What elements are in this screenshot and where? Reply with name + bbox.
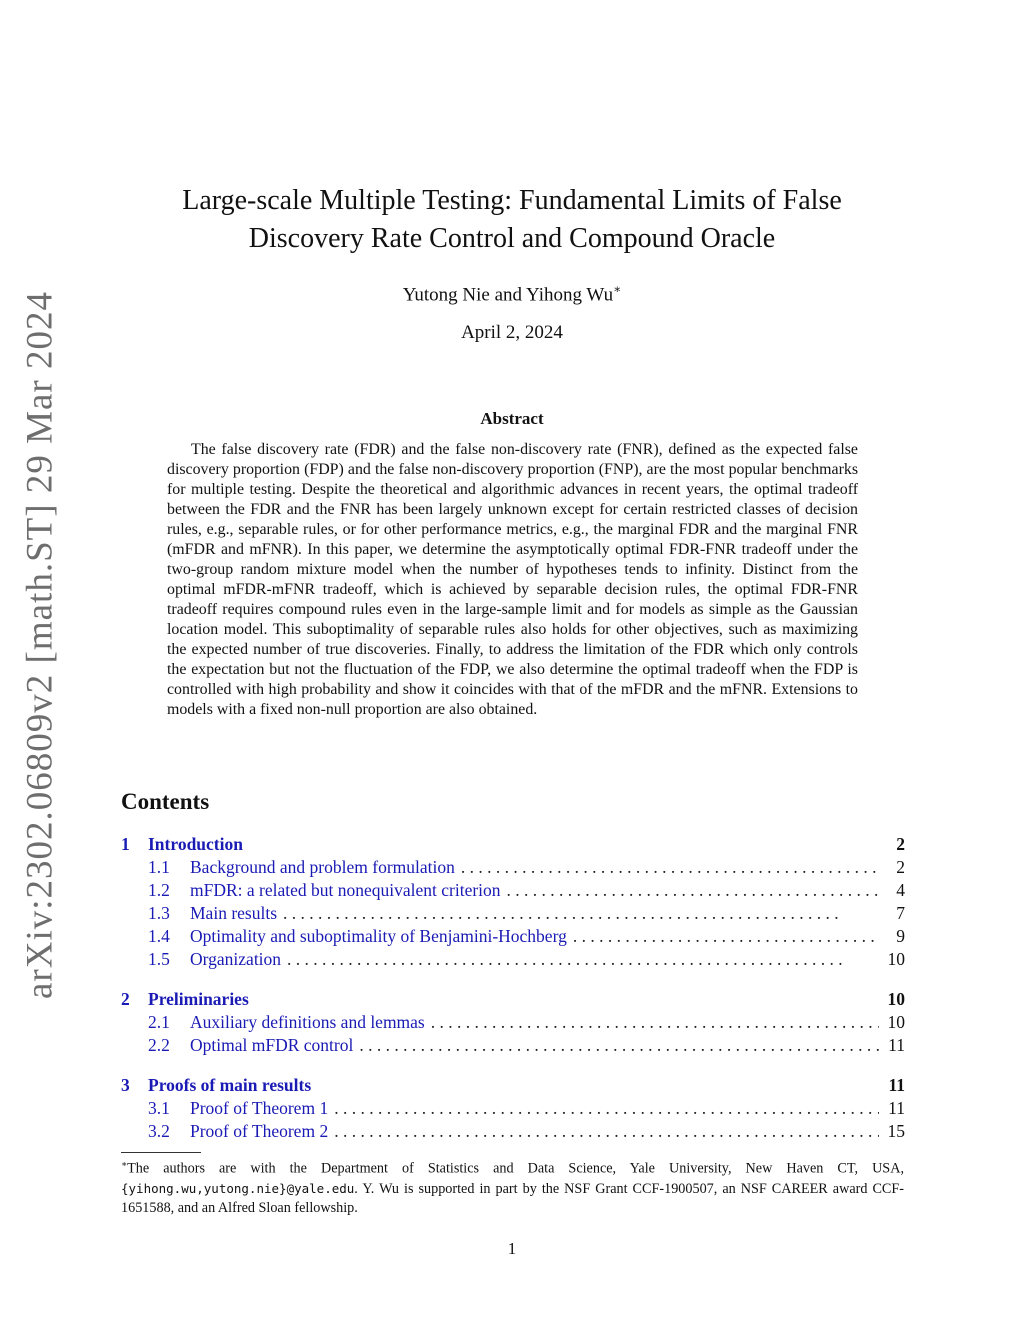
toc-subsection-entry[interactable] — [121, 949, 905, 972]
toc-subsection-title[interactable]: mFDR: a related but nonequivalent criterion — [190, 880, 501, 900]
toc-section-title[interactable]: Introduction — [148, 834, 243, 854]
toc-subsection-number[interactable]: 1.2 — [148, 880, 170, 900]
toc-dot-leader — [328, 1121, 879, 1142]
toc-subsection-number[interactable]: 3.1 — [148, 1098, 170, 1118]
toc-dot-leader — [501, 880, 879, 901]
abstract-heading: Abstract — [480, 409, 544, 428]
paper-title-line-1: Large-scale Multiple Testing: Fundamental Limits of False — [182, 185, 842, 216]
toc-section-entry[interactable] — [121, 989, 905, 1012]
toc-subsection-entry[interactable] — [121, 926, 905, 949]
footnote-mark: ∗ — [121, 1159, 128, 1169]
toc-page-number: 10 — [887, 949, 905, 969]
toc-subsection-entry[interactable] — [121, 1121, 905, 1144]
toc-dot-leader — [425, 1012, 879, 1033]
toc-subsection-title[interactable]: Proof of Theorem 1 — [190, 1098, 329, 1118]
toc-subsection-title[interactable]: Organization — [190, 949, 282, 969]
abstract-text: The false discovery rate (FDR) and the false non-discovery rate (FNR), defined as the expected false discovery proportion (FDP) and the false non-discovery proportion (FNP), are the most popular benchmarks for multiple testing. Despite the theoretical and algorithmic advances in recent years, the optimal tradeoff between the FDR and the FNR has been largely unknown except for certain restricted classes of decision rules, e.g., separable rules, or for other performance metrics, e.g., the marginal FDR and the marginal FNR (mFDR and mFNR). In this paper, we determine the asymptotically optimal FDR-FNR tradeoff under the two-group random mixture model when the number of hypotheses tends to infinity. Distinct from the optimal mFDR-mFNR tradeoff, which is achieved by separable decision rules, the optimal FDR-FNR tradeoff requires compound rules even in the large-sample limit and for models as simple as the Gaussian location model. This suboptimality of separable rules also holds for other objectives, such as maximizing the expected number of true discoveries. Finally, to address the limitation of the FDR which only controls the expectation but not the fluctuation of the FDP, we also determine the optimal tradeoff when the FDP is controlled with high probability and show it coincides with that of the mFDR and the mFNR. Extensions to models with a fixed non-null proportion are also obtained. — [167, 441, 858, 718]
author-names: Yutong Nie and Yihong Wu — [402, 284, 614, 306]
toc-page-number: 11 — [888, 1075, 905, 1095]
paper-authors — [120, 282, 904, 306]
toc-subsection-number[interactable]: 2.1 — [148, 1012, 170, 1032]
toc-subsection-number[interactable]: 3.2 — [148, 1121, 170, 1141]
toc-subsection-entry[interactable] — [121, 857, 905, 880]
toc-subsection-number[interactable]: 1.1 — [148, 857, 170, 877]
paper-title-line-2: Discovery Rate Control and Compound Oracle — [248, 223, 776, 254]
toc-subsection-number[interactable]: 1.4 — [148, 926, 170, 946]
toc-section-entry[interactable] — [121, 1075, 905, 1098]
toc-dot-leader — [277, 903, 879, 924]
toc-page-number: 11 — [888, 1098, 905, 1118]
toc-section-number[interactable]: 3 — [121, 1075, 130, 1095]
footnote-text-after: . Y. Wu is supported in part by the NSF Grant CCF-1900507, an NSF CAREER award CCF-1651588, and an Alfred Sloan fellowship. — [121, 1180, 904, 1216]
toc-dot-leader — [455, 857, 879, 878]
toc-subsection-entry[interactable] — [121, 1098, 905, 1121]
paper-title — [120, 182, 904, 258]
toc-subsection-entry[interactable] — [121, 1012, 905, 1035]
toc-page-number: 10 — [887, 1012, 905, 1032]
toc-subsection-entry[interactable] — [121, 903, 905, 926]
toc-subsection-title[interactable]: Background and problem formulation — [190, 857, 455, 877]
footnote — [121, 1155, 904, 1218]
toc-section-number[interactable]: 2 — [121, 989, 130, 1009]
toc-subsection-title[interactable]: Proof of Theorem 2 — [190, 1121, 329, 1141]
toc-section-entry[interactable] — [121, 834, 905, 857]
toc-dot-leader — [328, 1098, 879, 1119]
toc-subsection-entry[interactable] — [121, 1035, 905, 1058]
toc-page-number: 15 — [887, 1121, 905, 1141]
toc-subsection-number[interactable]: 2.2 — [148, 1035, 170, 1055]
toc-subsection-number[interactable]: 1.3 — [148, 903, 170, 923]
toc-page-number: 7 — [896, 903, 905, 923]
toc-subsection-title[interactable]: Auxiliary definitions and lemmas — [190, 1012, 425, 1032]
arxiv-identifier — [12, 291, 68, 999]
toc-page-number: 10 — [887, 989, 905, 1009]
toc-subsection-number[interactable]: 1.5 — [148, 949, 170, 969]
toc-dot-leader — [353, 1035, 879, 1056]
toc-page-number: 4 — [896, 880, 905, 900]
toc-section-title[interactable]: Preliminaries — [148, 989, 249, 1009]
toc-page-number: 2 — [896, 834, 905, 854]
footnote-divider — [121, 1152, 201, 1153]
contents-heading: Contents — [121, 789, 210, 814]
toc-page-number: 9 — [896, 926, 905, 946]
toc-dot-leader — [281, 949, 879, 970]
toc-subsection-title[interactable]: Main results — [190, 903, 278, 923]
toc-section-number[interactable]: 1 — [121, 834, 130, 854]
footnote-text-before: The authors are with the Department of Statistics and Data Science, Yale University, New Haven CT, USA, — [127, 1160, 904, 1177]
toc-page-number: 11 — [888, 1035, 905, 1055]
toc-page-number: 2 — [896, 857, 905, 877]
page-number: 1 — [507, 1239, 517, 1258]
toc-subsection-entry[interactable] — [121, 880, 905, 903]
author-footnote-mark: ∗ — [613, 282, 622, 296]
footnote-emails[interactable]: {yihong.wu,yutong.nie}@yale.edu — [121, 1180, 355, 1196]
paper-date: April 2, 2024 — [461, 322, 563, 343]
toc-subsection-title[interactable]: Optimal mFDR control — [190, 1035, 354, 1055]
toc-subsection-title[interactable]: Optimality and suboptimality of Benjamini-Hochberg — [190, 926, 567, 946]
toc-dot-leader — [567, 926, 879, 947]
arxiv-identifier-text: arXiv:2302.06809v2 [math.ST] 29 Mar 2024 — [19, 291, 61, 999]
table-of-contents — [121, 834, 905, 1144]
toc-section-title[interactable]: Proofs of main results — [148, 1075, 312, 1095]
